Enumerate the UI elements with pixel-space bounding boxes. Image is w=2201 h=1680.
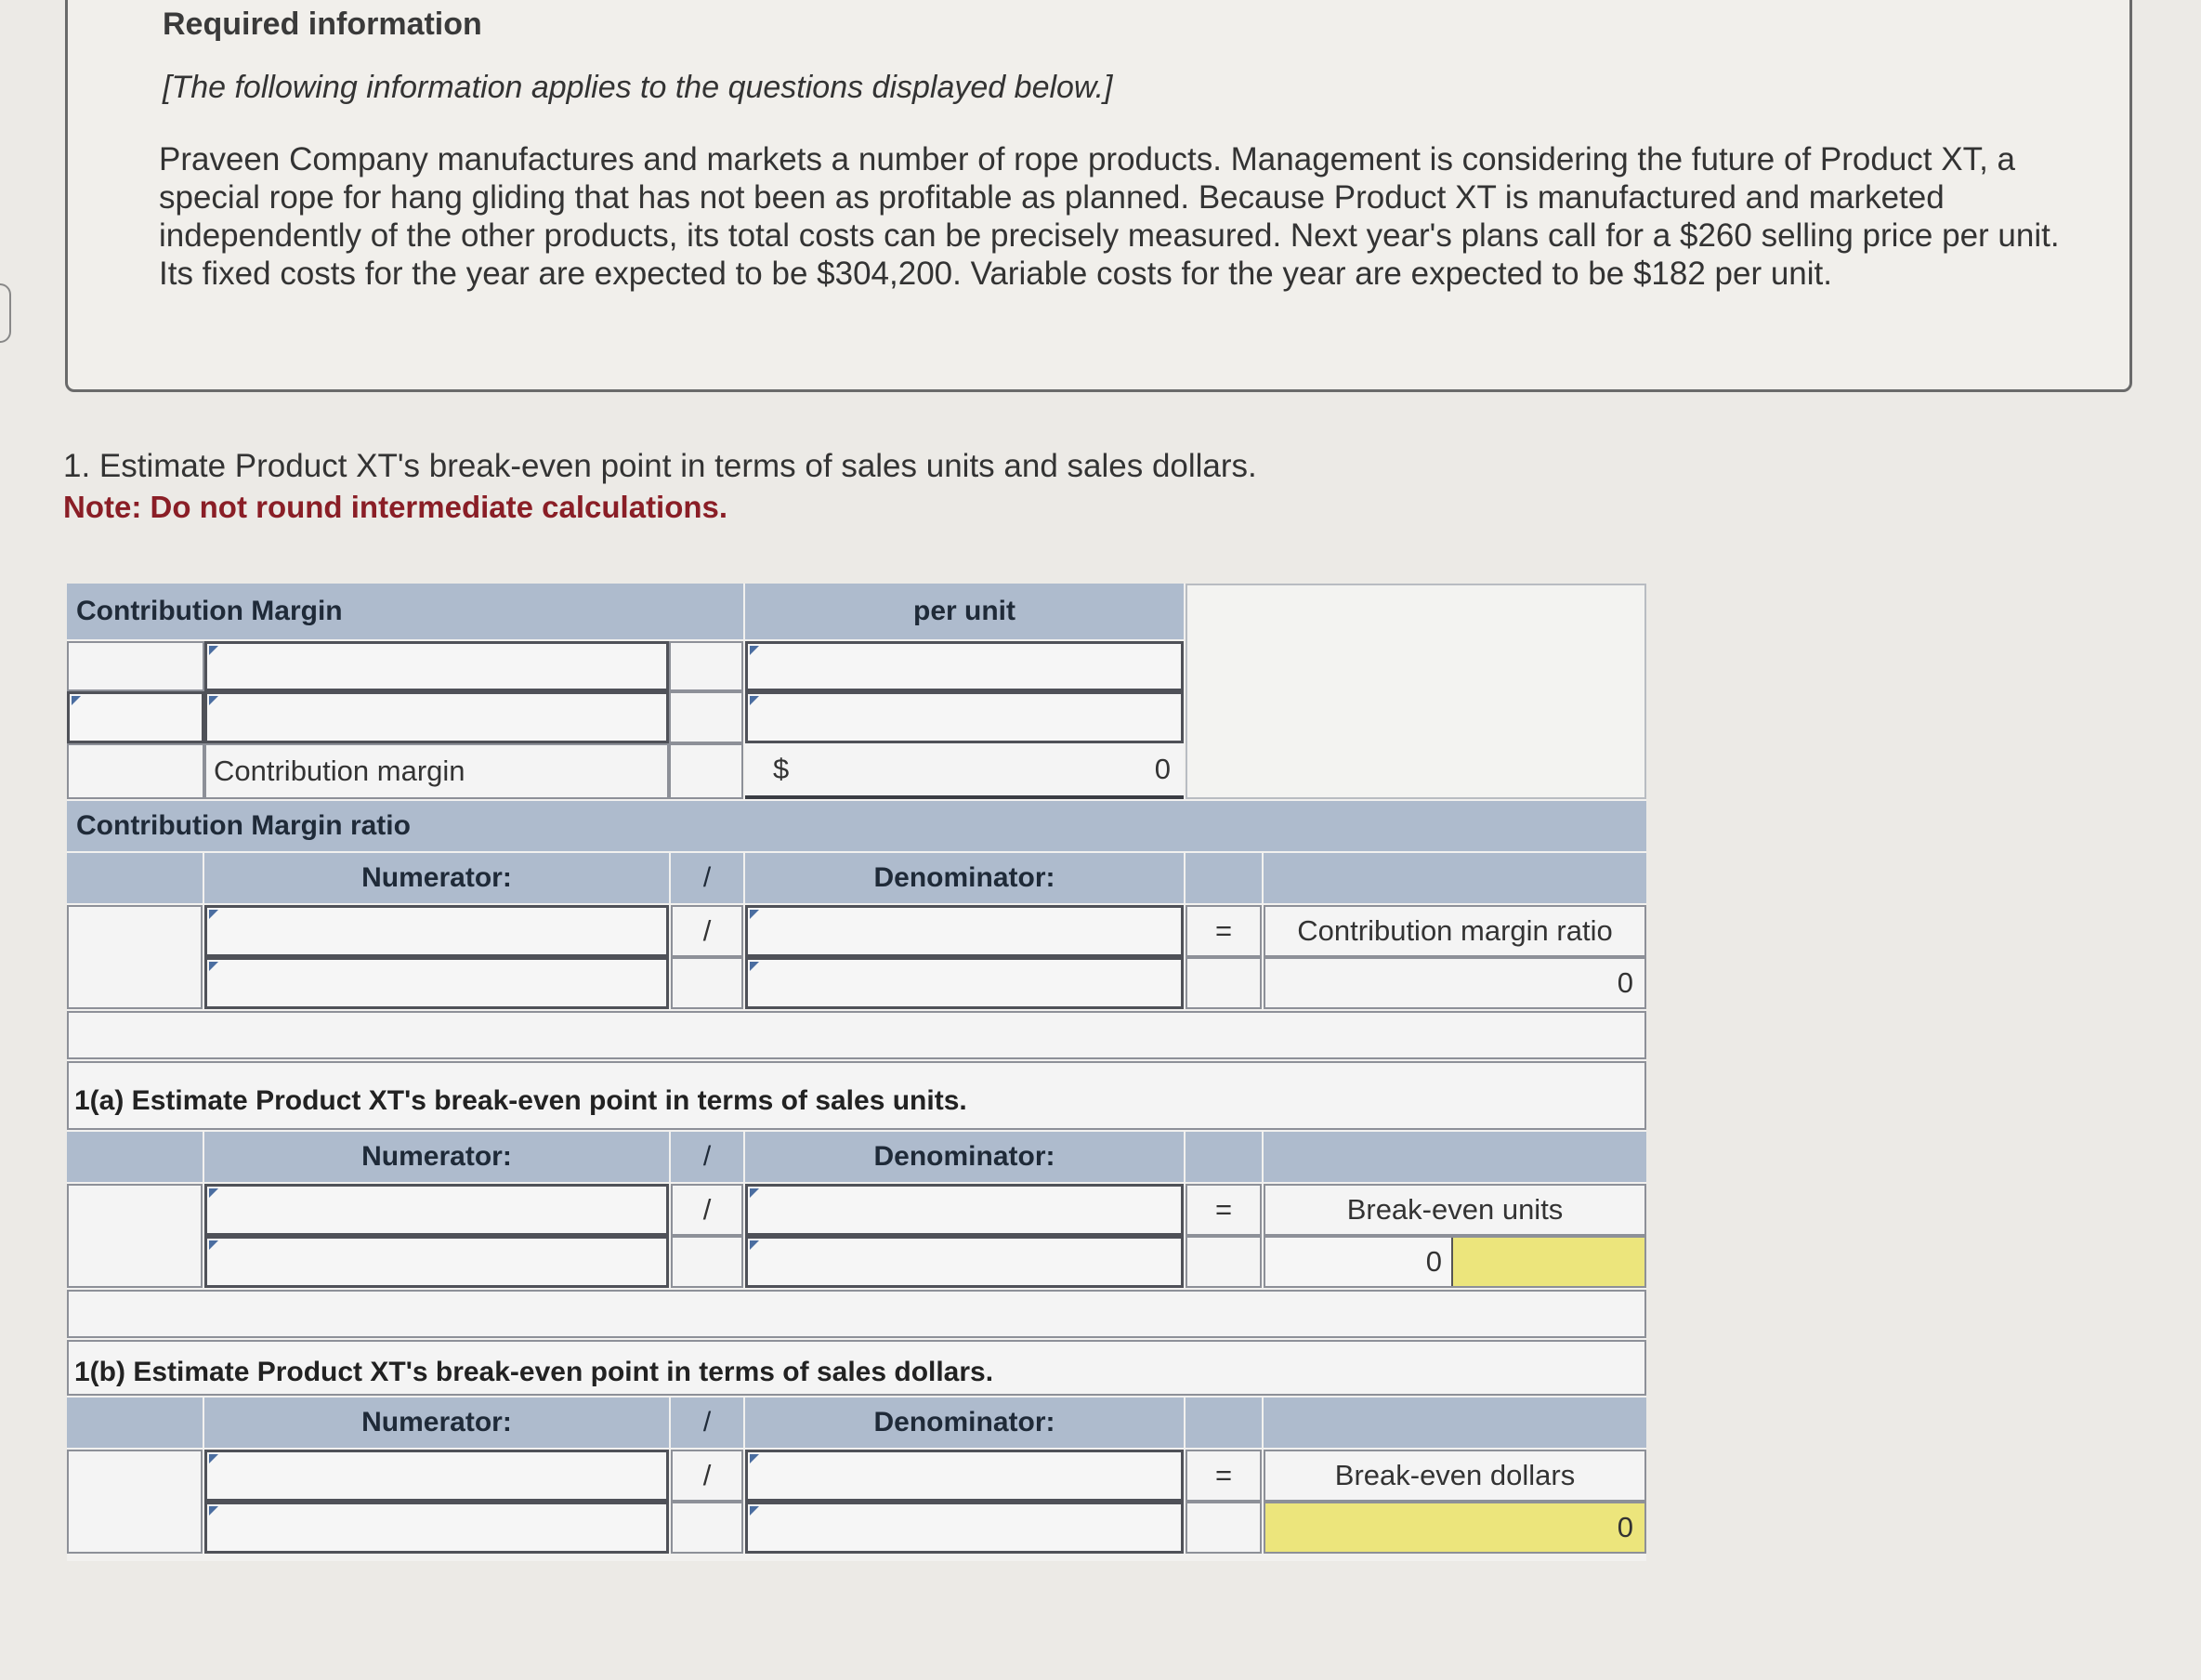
cmr-denominator-label: Denominator: [745, 853, 1184, 903]
cm-row2-amount-input[interactable] [745, 691, 1184, 743]
cmr-numerator-input-2[interactable] [204, 957, 669, 1009]
cm-total-value: 0 [1154, 753, 1171, 785]
dollar-sign: $ [773, 753, 790, 785]
cm-blank-area [1186, 584, 1646, 799]
cm-row2-sign-input[interactable] [67, 691, 204, 743]
cm-row1-gap [669, 641, 743, 691]
required-information-title: Required information [163, 7, 482, 42]
units-denominator-input-1[interactable] [745, 1184, 1184, 1236]
cmr-slash-blank [671, 957, 743, 1009]
units-subheader-result-blank [1264, 1132, 1646, 1182]
dollars-denominator-input-2[interactable] [745, 1502, 1184, 1554]
cm-total-blank [67, 743, 204, 799]
cmr-numerator-input-1[interactable] [204, 905, 669, 957]
cm-header: Contribution Margin [67, 584, 743, 639]
units-slash-header: / [671, 1132, 743, 1182]
worksheet [67, 584, 1646, 1561]
per-unit-header: per unit [745, 584, 1184, 639]
units-rows-blank [67, 1184, 203, 1288]
units-numerator-input-1[interactable] [204, 1184, 669, 1236]
dollars-slash-blank [671, 1502, 743, 1554]
units-slash-blank [671, 1236, 743, 1288]
cmr-equals: = [1186, 905, 1262, 957]
cm-total-label: Contribution margin [204, 743, 669, 799]
cm-row1-blank [67, 641, 204, 691]
spacer-row-1 [67, 1011, 1646, 1059]
cmr-equals-blank [1186, 957, 1262, 1009]
units-numerator-label: Numerator: [204, 1132, 669, 1182]
dollars-rows-blank [67, 1450, 203, 1554]
cmr-denominator-input-2[interactable] [745, 957, 1184, 1009]
dollars-subheader-blank [67, 1398, 203, 1448]
cmr-result-value: 0 [1264, 957, 1646, 1009]
cm-total-gap [669, 743, 743, 799]
dollars-numerator-input-2[interactable] [204, 1502, 669, 1554]
question-text: 1. Estimate Product XT's break-even point in terms of sales units and sales dollars. [63, 448, 1257, 484]
units-denominator-input-2[interactable] [745, 1236, 1184, 1288]
cmr-header: Contribution Margin ratio [67, 801, 1646, 851]
cmr-subheader-gap [1186, 853, 1262, 903]
dollars-subheader-gap [1186, 1398, 1262, 1448]
cmr-slash: / [671, 905, 743, 957]
dollars-result-label: Break-even dollars [1264, 1450, 1646, 1502]
cmr-numerator-label: Numerator: [204, 853, 669, 903]
page-edge-tab [0, 283, 11, 343]
cmr-subheader-blank [67, 853, 203, 903]
units-result-cell [1264, 1236, 1646, 1288]
dollars-slash-header: / [671, 1398, 743, 1448]
units-equals: = [1186, 1184, 1262, 1236]
cmr-denominator-input-1[interactable] [745, 905, 1184, 957]
dollars-heading: 1(b) Estimate Product XT's break-even point in terms of sales dollars. [67, 1340, 1646, 1396]
units-numerator-input-2[interactable] [204, 1236, 669, 1288]
units-denominator-label: Denominator: [745, 1132, 1184, 1182]
units-subheader-gap [1186, 1132, 1262, 1182]
cm-row1-amount-input[interactable] [745, 641, 1184, 691]
dollars-equals-blank [1186, 1502, 1262, 1554]
cmr-rows-blank [67, 905, 203, 1009]
dollars-numerator-input-1[interactable] [204, 1450, 669, 1502]
cm-row2-gap [669, 691, 743, 743]
dollars-denominator-input-1[interactable] [745, 1450, 1184, 1502]
dollars-result-value: 0 [1264, 1502, 1646, 1554]
question-note: Note: Do not round intermediate calculations. [63, 490, 728, 524]
dollars-numerator-label: Numerator: [204, 1398, 669, 1448]
units-slash: / [671, 1184, 743, 1236]
required-information-panel [65, 0, 2132, 392]
units-result-label: Break-even units [1264, 1184, 1646, 1236]
cm-total-amount [745, 743, 1184, 799]
dollars-equals: = [1186, 1450, 1262, 1502]
cmr-slash-header: / [671, 853, 743, 903]
units-subheader-blank [67, 1132, 203, 1182]
cmr-subheader-result-blank [1264, 853, 1646, 903]
units-equals-blank [1186, 1236, 1262, 1288]
dollars-slash: / [671, 1450, 743, 1502]
problem-description: Praveen Company manufactures and markets a number of rope products. Management is considering the future of Product XT, a special rope for hang gliding that has not been as profitable as planned. Because Product XT is manufactured and marketed independently of the other products, its total costs can be precisely measured. Next year's plans call for a $260 selling price per unit. Its fixed costs for the year are expected to be $304,200. Variable costs for the year are expected to be $182 per unit. [159, 141, 2060, 292]
spacer-row-2 [67, 1290, 1646, 1338]
units-heading: 1(a) Estimate Product XT's break-even point in terms of sales units. [67, 1061, 1646, 1130]
dollars-subheader-result-blank [1264, 1398, 1646, 1448]
cm-row2-label-input[interactable] [204, 691, 669, 743]
cmr-result-label: Contribution margin ratio [1264, 905, 1646, 957]
required-information-subtitle: [The following information applies to the questions displayed below.] [163, 70, 1113, 105]
cm-row1-label-input[interactable] [204, 641, 669, 691]
dollars-denominator-label: Denominator: [745, 1398, 1184, 1448]
units-result-value: 0 [1265, 1238, 1453, 1286]
